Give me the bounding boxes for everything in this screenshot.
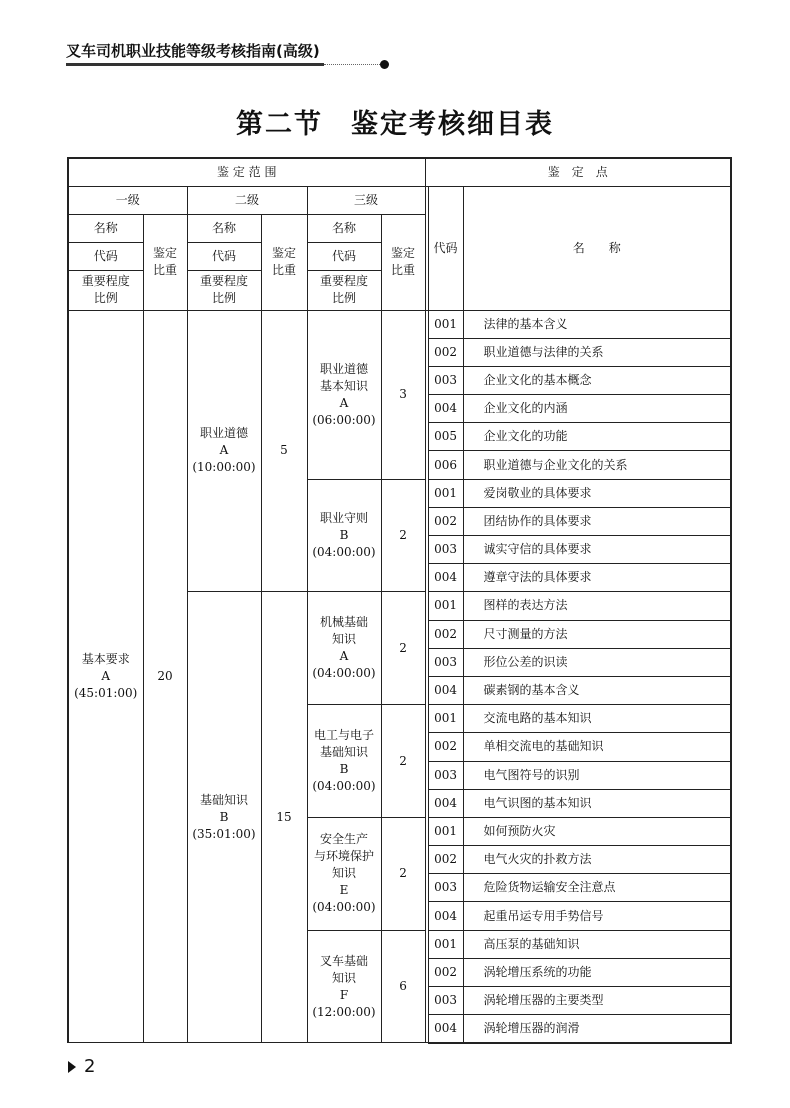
- point-name-cell: 涡轮增压器的主要类型: [463, 987, 731, 1015]
- level3-item-cell-line: 职业守则: [319, 511, 368, 525]
- level3-item-cell-line: 基础知识: [319, 745, 368, 759]
- point-name-cell: 职业道德与企业文化的关系: [463, 451, 731, 479]
- point-name-cell: 诚实守信的具体要求: [463, 536, 731, 564]
- level3-item-cell: [307, 705, 381, 818]
- level3-item-cell-line: (04:00:00): [312, 779, 376, 793]
- level3-item-cell: [307, 930, 381, 1043]
- level3-item-cell-line: (06:00:00): [312, 412, 376, 427]
- level2-item-code: B: [219, 809, 229, 824]
- level2-code-header: 代码: [187, 242, 261, 270]
- level3-code-header: 代码: [307, 242, 381, 270]
- table-row: [68, 310, 731, 338]
- point-code-cell: 003: [428, 536, 463, 564]
- point-code-cell: 002: [428, 733, 463, 761]
- level2-weight-header: [261, 214, 307, 310]
- point-code-cell: 003: [428, 987, 463, 1015]
- point-code-cell: 002: [428, 507, 463, 535]
- point-code-cell: 001: [428, 479, 463, 507]
- level-header-row: [68, 186, 731, 214]
- level2-item-cell: [187, 592, 261, 1043]
- page-footer: [68, 1056, 95, 1077]
- level2-item-code: A: [219, 443, 229, 458]
- point-code-cell: 003: [428, 874, 463, 902]
- level1-header: 一级: [68, 186, 187, 214]
- level3-item-cell-line: A: [339, 395, 349, 410]
- level1-item-name: 基本要求: [81, 651, 130, 666]
- level3-item-cell-line: 电工与电子: [313, 728, 374, 742]
- point-code-cell: 001: [428, 592, 463, 620]
- level3-item-cell-line: 职业道德: [319, 361, 368, 376]
- level3-item-cell: [307, 310, 381, 479]
- level3-item-cell: [307, 817, 381, 930]
- point-name-cell: 交流电路的基本知识: [463, 705, 731, 733]
- point-code-cell: 001: [428, 705, 463, 733]
- point-name-header: 名 称: [463, 186, 731, 310]
- level3-item-cell-line: (04:00:00): [312, 545, 376, 559]
- level1-name-header: 名称: [68, 214, 143, 242]
- point-name-cell: 遵章守法的具体要求: [463, 564, 731, 592]
- level1-code-header: 代码: [68, 242, 143, 270]
- level3-item-cell-line: 知识: [331, 866, 356, 881]
- importance-label-bottom: 比例: [211, 291, 236, 305]
- level2-item-cell: [187, 310, 261, 592]
- level3-item-cell: [307, 592, 381, 705]
- point-code-cell: 004: [428, 789, 463, 817]
- point-name-cell: 尺寸测量的方法: [463, 620, 731, 648]
- level3-header: 三级: [307, 186, 425, 214]
- level2-item-time: (10:00:00): [192, 460, 256, 475]
- point-name-cell: 单相交流电的基础知识: [463, 733, 731, 761]
- level3-weight-cell: 2: [381, 817, 425, 930]
- point-code-cell: 002: [428, 958, 463, 986]
- point-name-cell: 危险货物运输安全注意点: [463, 874, 731, 902]
- point-code-cell: 003: [428, 366, 463, 394]
- table-header-row: [68, 158, 731, 186]
- level1-importance-header: [68, 270, 143, 310]
- level3-item-cell-line: 知识: [331, 970, 356, 985]
- weight-label-top: 鉴定: [391, 246, 416, 260]
- page-number: 2: [84, 1056, 96, 1077]
- point-code-cell: 002: [428, 620, 463, 648]
- point-code-cell: 004: [428, 564, 463, 592]
- point-code-cell: 002: [428, 846, 463, 874]
- point-code-cell: 001: [428, 817, 463, 845]
- point-name-cell: 涡轮增压系统的功能: [463, 958, 731, 986]
- point-name-cell: 形位公差的识读: [463, 648, 731, 676]
- level1-item-code: A: [101, 668, 111, 683]
- point-code-cell: 004: [428, 395, 463, 423]
- point-name-cell: 电气火灾的扑救方法: [463, 846, 731, 874]
- level3-item-cell-line: B: [339, 762, 349, 776]
- point-code-cell: 004: [428, 676, 463, 704]
- level2-name-header: 名称: [187, 214, 261, 242]
- running-header: [66, 40, 396, 70]
- importance-label-top: 重要程度: [81, 274, 130, 288]
- point-name-cell: 图样的表达方法: [463, 592, 731, 620]
- point-code-cell: 002: [428, 338, 463, 366]
- importance-label-bottom: 比例: [331, 291, 356, 305]
- weight-label-bottom: 比重: [391, 263, 416, 277]
- level3-weight-header: [381, 214, 425, 310]
- weight-label-top: 鉴定: [152, 246, 177, 260]
- section-heading: 鉴定考核细目表: [351, 109, 554, 140]
- level3-item-cell-line: E: [339, 883, 349, 898]
- level2-item-name: 职业道德: [199, 426, 248, 441]
- level3-item-cell: [307, 479, 381, 592]
- point-code-cell: 001: [428, 310, 463, 338]
- level2-importance-header: [187, 270, 261, 310]
- level3-item-cell-line: (04:00:00): [312, 900, 376, 915]
- level1-item-time: (45:01:00): [74, 685, 138, 700]
- point-code-cell: 003: [428, 648, 463, 676]
- level3-item-cell-line: 机械基础: [319, 615, 368, 630]
- point-name-cell: 法律的基本含义: [463, 310, 731, 338]
- level3-weight-cell: 6: [381, 930, 425, 1043]
- level3-weight-cell: 2: [381, 479, 425, 592]
- level3-weight-cell: 2: [381, 592, 425, 705]
- level3-item-cell-line: B: [339, 528, 349, 542]
- importance-label-top: 重要程度: [199, 274, 248, 288]
- level3-name-header: 名称: [307, 214, 381, 242]
- level3-item-cell-line: 叉车基础: [319, 953, 368, 968]
- point-name-cell: 电气识图的基本知识: [463, 789, 731, 817]
- point-code-cell: 006: [428, 451, 463, 479]
- level3-item-cell-line: 基本知识: [319, 378, 368, 393]
- importance-label-top: 重要程度: [319, 274, 368, 288]
- level3-item-cell-line: F: [339, 987, 349, 1002]
- level3-item-cell-line: 安全生产: [319, 832, 368, 847]
- scope-header: 鉴 定 范 围: [68, 158, 425, 186]
- level3-item-cell-line: 知识: [331, 632, 356, 647]
- level3-weight-cell: 3: [381, 310, 425, 479]
- weight-label-bottom: 比重: [271, 263, 296, 277]
- level2-weight-cell: 15: [261, 592, 307, 1043]
- point-code-cell: 003: [428, 761, 463, 789]
- section-number: 第二节: [236, 109, 323, 140]
- point-name-cell: 企业文化的功能: [463, 423, 731, 451]
- point-name-cell: 涡轮增压器的润滑: [463, 1015, 731, 1043]
- point-code-cell: 004: [428, 1015, 463, 1043]
- weight-label-top: 鉴定: [271, 246, 296, 260]
- level1-weight-cell: 20: [143, 310, 187, 1043]
- point-name-cell: 电气图符号的识别: [463, 761, 731, 789]
- point-name-cell: 高压泵的基础知识: [463, 930, 731, 958]
- level1-weight-header: [143, 214, 187, 310]
- level3-item-cell-line: A: [339, 649, 349, 664]
- level3-weight-cell: 2: [381, 705, 425, 818]
- point-name-cell: 碳素钢的基本含义: [463, 676, 731, 704]
- header-bullet-icon: [380, 60, 389, 69]
- triangle-arrow-icon: [68, 1061, 76, 1073]
- importance-label-bottom: 比例: [93, 291, 118, 305]
- level2-item-time: (35:01:00): [192, 826, 256, 841]
- header-rule: [66, 63, 324, 66]
- point-name-cell: 企业文化的基本概念: [463, 366, 731, 394]
- point-code-cell: 005: [428, 423, 463, 451]
- running-header-text: 叉车司机职业技能等级考核指南(高级): [66, 42, 320, 60]
- point-name-cell: 团结协作的具体要求: [463, 507, 731, 535]
- point-name-cell: 企业文化的内涵: [463, 395, 731, 423]
- point-code-header: 代码: [428, 186, 463, 310]
- level3-item-cell-line: (12:00:00): [312, 1004, 376, 1019]
- assessment-table: [67, 157, 732, 1044]
- point-name-cell: 如何预防火灾: [463, 817, 731, 845]
- point-name-cell: 起重吊运专用手势信号: [463, 902, 731, 930]
- level1-item-cell: [68, 310, 143, 1043]
- point-code-cell: 004: [428, 902, 463, 930]
- level3-item-cell-line: 与环境保护: [313, 849, 374, 864]
- points-header: 鉴 定 点: [425, 158, 731, 186]
- level2-weight-cell: 5: [261, 310, 307, 592]
- section-title: [0, 102, 790, 141]
- level2-item-name: 基础知识: [199, 792, 248, 807]
- header-dotted-rule: [324, 64, 380, 65]
- level3-importance-header: [307, 270, 381, 310]
- weight-label-bottom: 比重: [152, 263, 177, 277]
- level3-item-cell-line: (04:00:00): [312, 666, 376, 681]
- level2-header: 二级: [187, 186, 307, 214]
- point-code-cell: 001: [428, 930, 463, 958]
- point-name-cell: 爱岗敬业的具体要求: [463, 479, 731, 507]
- point-name-cell: 职业道德与法律的关系: [463, 338, 731, 366]
